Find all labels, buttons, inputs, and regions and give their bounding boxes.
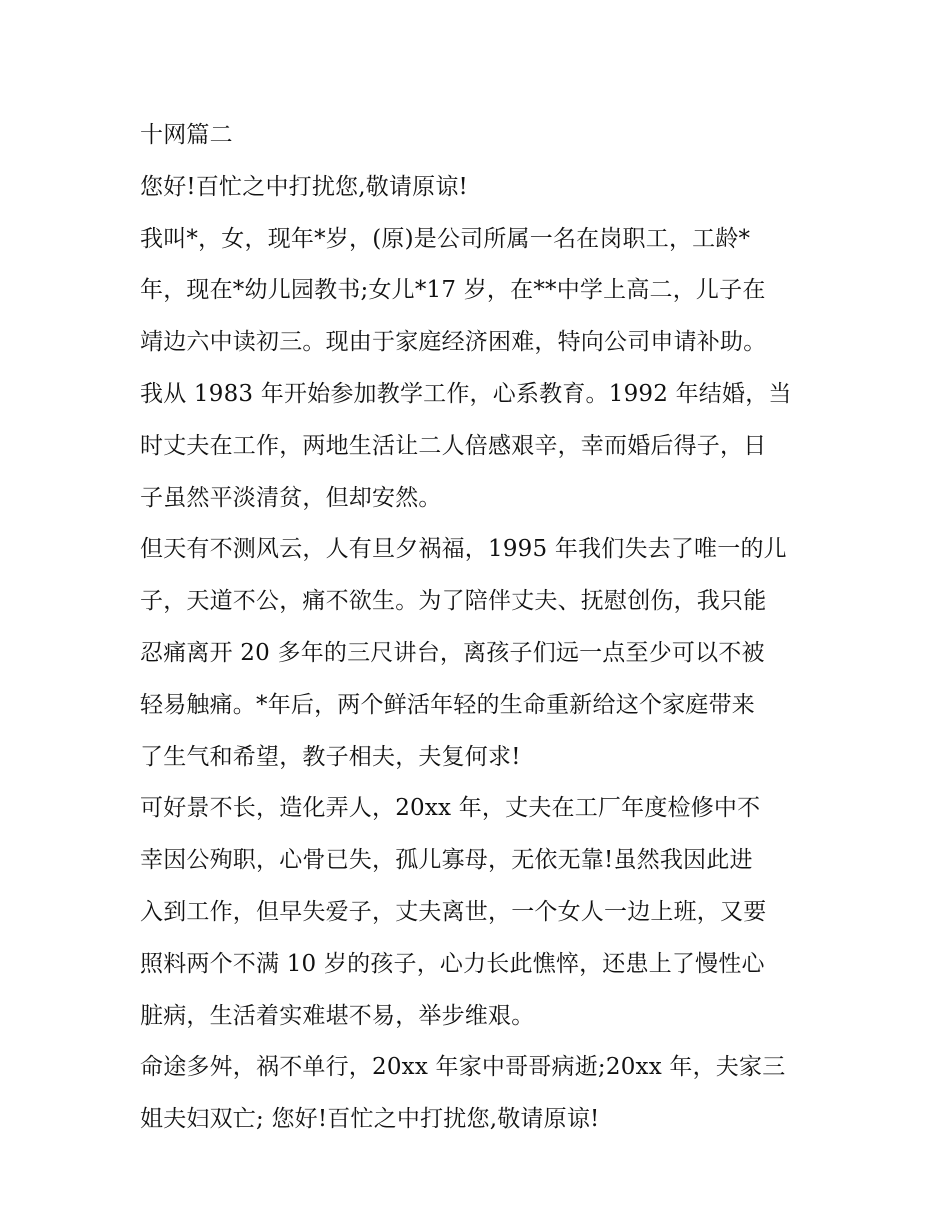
- text-line: 子虽然平淡清贫，但却安然。: [140, 484, 442, 511]
- text-line: 照料两个不满 10 岁的孩子，心力长此憔悴，还患上了慢性心: [140, 950, 765, 977]
- text-line: 脏病，生活着实难堪不易，举步维艰。: [140, 1002, 535, 1029]
- text-line: 入到工作，但早失爱子，丈夫离世，一个女人一边上班，又要: [140, 898, 767, 925]
- text-line: 了生气和希望，教子相夫，夫复何求!: [140, 743, 521, 770]
- text-line: 命途多舛，祸不单行，20xx 年家中哥哥病逝;20xx 年，夫家三: [140, 1054, 786, 1081]
- text-line: 子，天道不公，痛不欲生。为了陪伴丈夫、抚慰创伤，我只能: [140, 588, 767, 615]
- document-body: [140, 110, 830, 1146]
- text-line: 可好景不长，造化弄人，20xx 年，丈夫在工厂年度检修中不: [140, 795, 761, 822]
- text-line: 我叫*，女，现年*岁，(原)是公司所属一名在岗职工，工龄*: [140, 225, 751, 252]
- text-line: 姐夫妇双亡; 您好!百忙之中打扰您,敬请原谅!: [140, 1106, 600, 1133]
- section-heading: 十网篇二: [140, 122, 233, 148]
- text-line: 忍痛离开 20 多年的三尺讲台，离孩子们远一点至少可以不被: [140, 639, 765, 666]
- text-line: 我从 1983 年开始参加教学工作，心系教育。1992 年结婚，当: [140, 380, 792, 407]
- text-line: 轻易触痛。*年后，两个鲜活年轻的生命重新给这个家庭带来: [140, 691, 755, 718]
- text-line: 但天有不测风云，人有旦夕祸福，1995 年我们失去了唯一的儿: [140, 536, 787, 563]
- text-line: 时丈夫在工作，两地生活让二人倍感艰辛，幸而婚后得子，日: [140, 432, 767, 459]
- text-line: 年，现在*幼儿园教书;女儿*17 岁，在**中学上高二，儿子在: [140, 277, 766, 304]
- text-line: 幸因公殉职，心骨已失，孤儿寡母，无依无靠!虽然我因此进: [140, 847, 753, 874]
- text-line: 靖边六中读初三。现由于家庭经济困难，特向公司申请补助。: [140, 329, 767, 356]
- greeting-line: 您好!百忙之中打扰您,敬请原谅!: [140, 173, 468, 200]
